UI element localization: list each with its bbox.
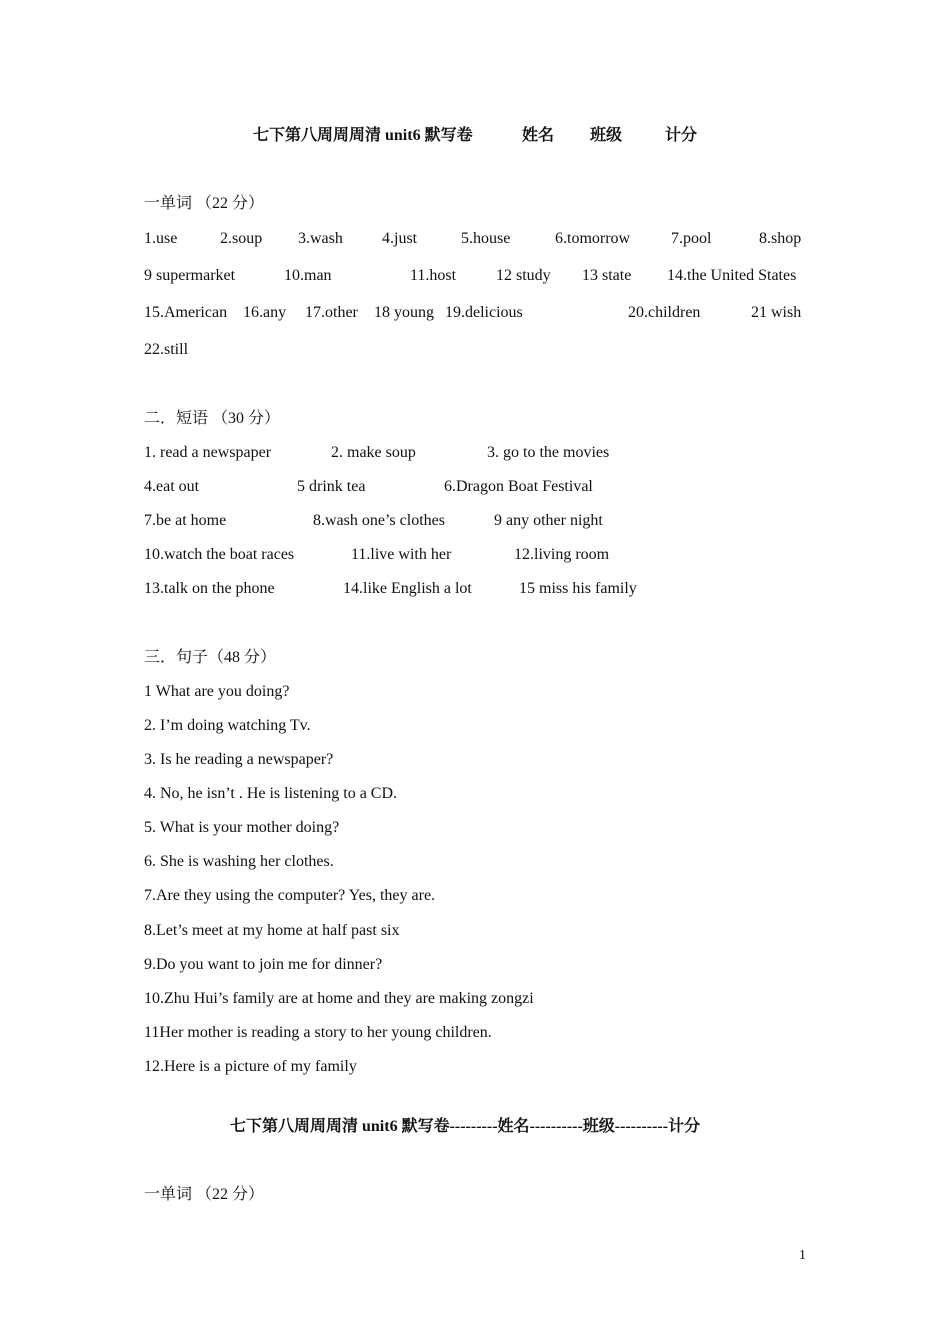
word-item: 4.just [382,230,418,247]
phrase-item: 13.talk on the phone [144,580,275,597]
sentence-item: 8.Let’s meet at my home at half past six [144,922,400,939]
word-item: 5.house [461,230,511,247]
section-heading-sentences: 三．句子（48 分） [144,649,277,666]
word-item: 8.shop [759,230,802,247]
sentence-item: 6. She is washing her clothes. [144,853,334,870]
word-item: 3.wash [298,230,343,247]
phrase-item: 5 drink tea [297,478,366,495]
phrase-item: 2. make soup [331,444,416,461]
repeat-page-title: 七下第八周周周清 unit6 默写卷---------姓名----------班级----------计分 [230,1118,701,1135]
word-item: 16.any [243,304,287,321]
sentence-item: 3. Is he reading a newspaper? [144,751,334,768]
word-item: 20.children [628,304,701,321]
word-item: 10.man [284,267,332,284]
section-heading-phrases: 二．短语 （30 分） [144,410,281,427]
phrase-item: 10.watch the boat races [144,546,295,563]
sentence-item: 2. I’m doing watching Tv. [144,717,311,734]
word-item: 17.other [305,304,358,321]
page-title: 七下第八周周周清 unit6 默写卷 [253,127,473,144]
sentence-item: 11Her mother is reading a story to her young children. [144,1024,492,1041]
word-item: 1.use [144,230,178,247]
word-item: 7.pool [671,230,712,247]
word-item: 14.the United States [667,267,797,284]
phrase-item: 9 any other night [494,512,603,529]
word-item: 13 state [582,267,632,284]
phrase-item: 7.be at home [144,512,227,529]
phrase-item: 1. read a newspaper [144,444,272,461]
word-item: 12 study [496,267,551,284]
section-heading-words: 一单词 （22 分） [144,195,265,212]
phrase-item: 11.live with her [351,546,452,563]
phrase-item: 6.Dragon Boat Festival [444,478,593,495]
word-item: 22.still [144,341,189,358]
word-item: 6.tomorrow [555,230,631,247]
sentence-item: 10.Zhu Hui’s family are at home and they are making zongzi [144,990,534,1007]
sentence-item: 12.Here is a picture of my family [144,1058,357,1075]
word-item: 11.host [410,267,457,284]
sentence-item: 5. What is your mother doing? [144,819,340,836]
sentence-item: 4. No, he isn’t . He is listening to a CD. [144,785,398,802]
word-item: 18 young [374,304,434,321]
word-item: 9 supermarket [144,267,236,284]
phrase-item: 3. go to the movies [487,444,610,461]
phrase-item: 15 miss his family [519,580,637,597]
name-label: 姓名 [522,127,555,144]
phrase-item: 14.like English a lot [343,580,472,597]
word-item: 15.American [144,304,228,321]
class-label: 班级 [590,127,623,144]
sentence-item: 9.Do you want to join me for dinner? [144,956,383,973]
word-item: 2.soup [220,230,263,247]
word-item: 19.delicious [445,304,523,321]
phrase-item: 8.wash one’s clothes [313,512,445,529]
score-label: 计分 [665,127,698,144]
section-heading-words-repeat: 一单词 （22 分） [144,1186,265,1203]
page-number: 1 [799,1248,806,1263]
sentence-item: 7.Are they using the computer? Yes, they are. [144,887,436,904]
phrase-item: 4.eat out [144,478,200,495]
word-item: 21 wish [751,304,802,321]
sentence-item: 1 What are you doing? [144,683,290,700]
phrase-item: 12.living room [514,546,610,563]
